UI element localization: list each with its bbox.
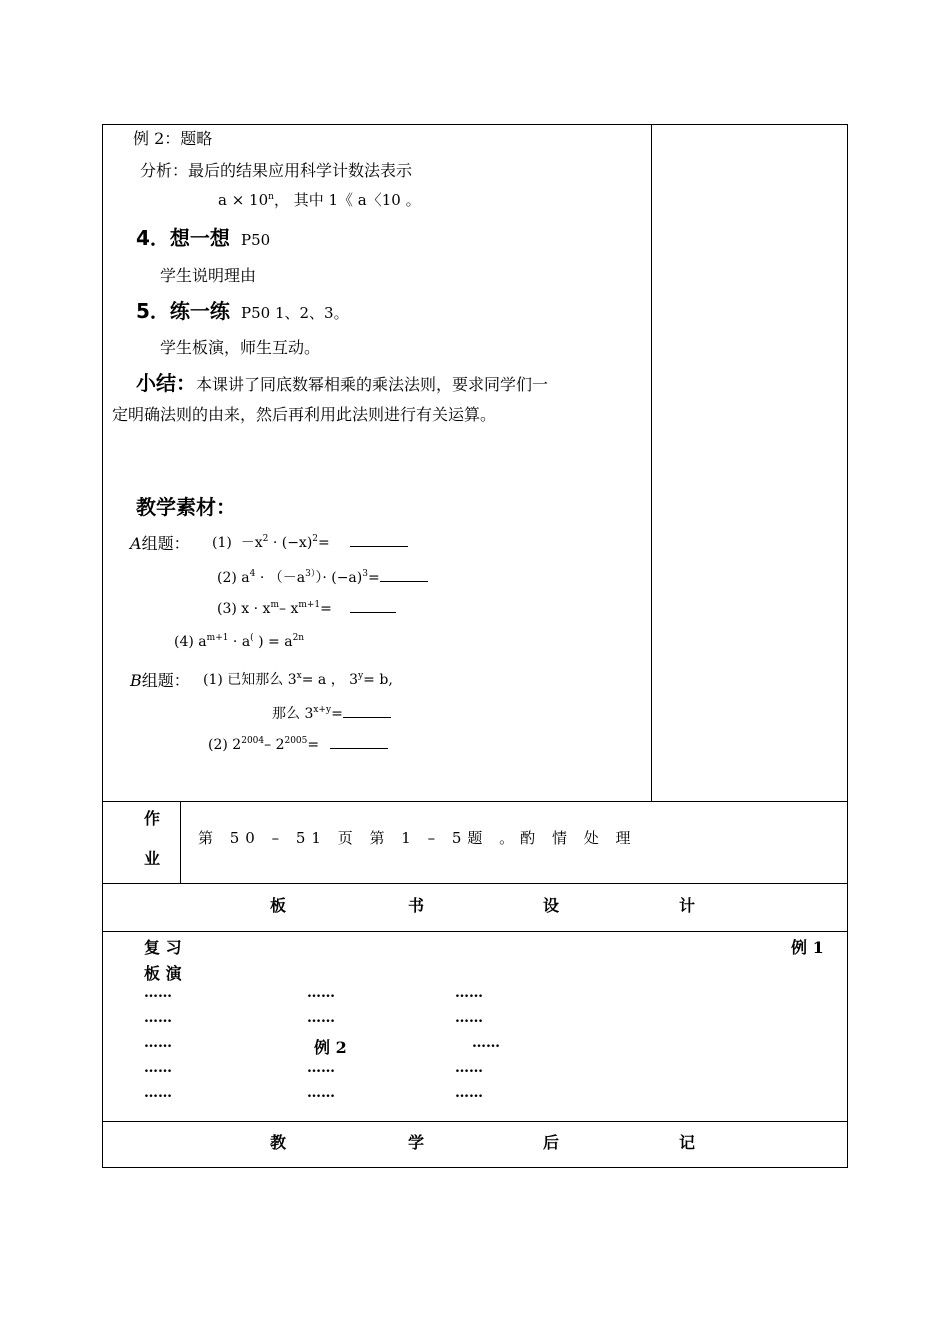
summary-line-1: 小结：本课讲了同底数幂相乘的乘法法则，要求同学们一 bbox=[136, 371, 549, 395]
board-design-header-4: 计 bbox=[679, 896, 696, 915]
notes-header-2: 学 bbox=[408, 1133, 425, 1152]
dots: …… bbox=[144, 985, 172, 1001]
dots: …… bbox=[307, 1060, 335, 1076]
board-review: 复 习 bbox=[144, 938, 182, 957]
notes-header-1: 教 bbox=[270, 1133, 287, 1152]
dots: …… bbox=[455, 1085, 483, 1101]
board-design-header-3: 设 bbox=[543, 896, 560, 915]
homework-label-2: 业 bbox=[144, 849, 161, 868]
problem-a4: (4) $a^{m+1} \cdot a^($ ) = $a^{2n}$ bbox=[174, 633, 305, 650]
example-2-line: 例 2：题略 bbox=[133, 129, 213, 148]
homework-text: 第 50 – 51 页 第 1 – 5题 。酌 情 处 理 bbox=[198, 829, 637, 847]
problem-b2: (2) $2^{2004}-$ $2^{2005}=$ bbox=[208, 737, 388, 753]
problem-a2: (2) $a^4 \cdot (-a^{3)})\cdot (-a)^3=$ bbox=[217, 567, 428, 587]
board-practice: 板 演 bbox=[144, 964, 182, 983]
notes-header-3: 后 bbox=[543, 1133, 560, 1152]
dots: …… bbox=[144, 1035, 172, 1051]
problem-b1: (1) 已知那么 $3^x= a$ ， $3^y= b$, bbox=[203, 671, 393, 688]
dots: …… bbox=[307, 1010, 335, 1026]
notes-header-4: 记 bbox=[679, 1133, 696, 1152]
problem-b1-answer: 那么 $3^{x+y}=$ bbox=[272, 703, 391, 723]
dots: …… bbox=[307, 985, 335, 1001]
board-example-2: 例 2 bbox=[314, 1038, 347, 1057]
answer-blank[interactable] bbox=[350, 611, 396, 613]
problem-a1: $(1) -x^2 \cdot (-x)^2=$ bbox=[212, 532, 408, 552]
dots: …… bbox=[307, 1085, 335, 1101]
dots: …… bbox=[455, 1010, 483, 1026]
practice-heading: 5．练一练 P50 1、2、3。 bbox=[136, 299, 349, 323]
dots: …… bbox=[472, 1035, 500, 1051]
practice-text: 学生板演，师生互动。 bbox=[160, 338, 321, 357]
group-a-label: A组题： bbox=[130, 534, 190, 553]
board-design-header-1: 板 bbox=[270, 896, 287, 915]
scientific-notation-line: $a \times 10^n$， 其中 1《 a〈10 。 bbox=[218, 191, 421, 209]
answer-blank[interactable] bbox=[380, 580, 428, 582]
dots: …… bbox=[144, 1010, 172, 1026]
dots: …… bbox=[455, 1060, 483, 1076]
answer-blank[interactable] bbox=[350, 545, 408, 547]
answer-blank[interactable] bbox=[330, 747, 388, 749]
dots: …… bbox=[455, 985, 483, 1001]
summary-line-2: 定明确法则的由来，然后再利用此法则进行有关运算。 bbox=[112, 405, 497, 424]
dots: …… bbox=[144, 1060, 172, 1076]
answer-blank[interactable] bbox=[343, 716, 391, 718]
materials-title: 教学素材： bbox=[136, 495, 236, 519]
homework-label-1: 作 bbox=[144, 809, 161, 828]
think-heading: 4．想一想 P50 bbox=[136, 226, 271, 250]
dots: …… bbox=[144, 1085, 172, 1101]
board-example-1: 例 1 bbox=[791, 938, 824, 957]
analysis-line: 分析：最后的结果应用科学计数法表示 bbox=[140, 161, 413, 180]
problem-a3: (3) $x \cdot x^m-$ $x^{m+1}=$ bbox=[217, 601, 396, 617]
think-text: 学生说明理由 bbox=[160, 266, 257, 285]
board-design-header-2: 书 bbox=[408, 896, 425, 915]
group-b-label: B组题： bbox=[130, 671, 190, 690]
